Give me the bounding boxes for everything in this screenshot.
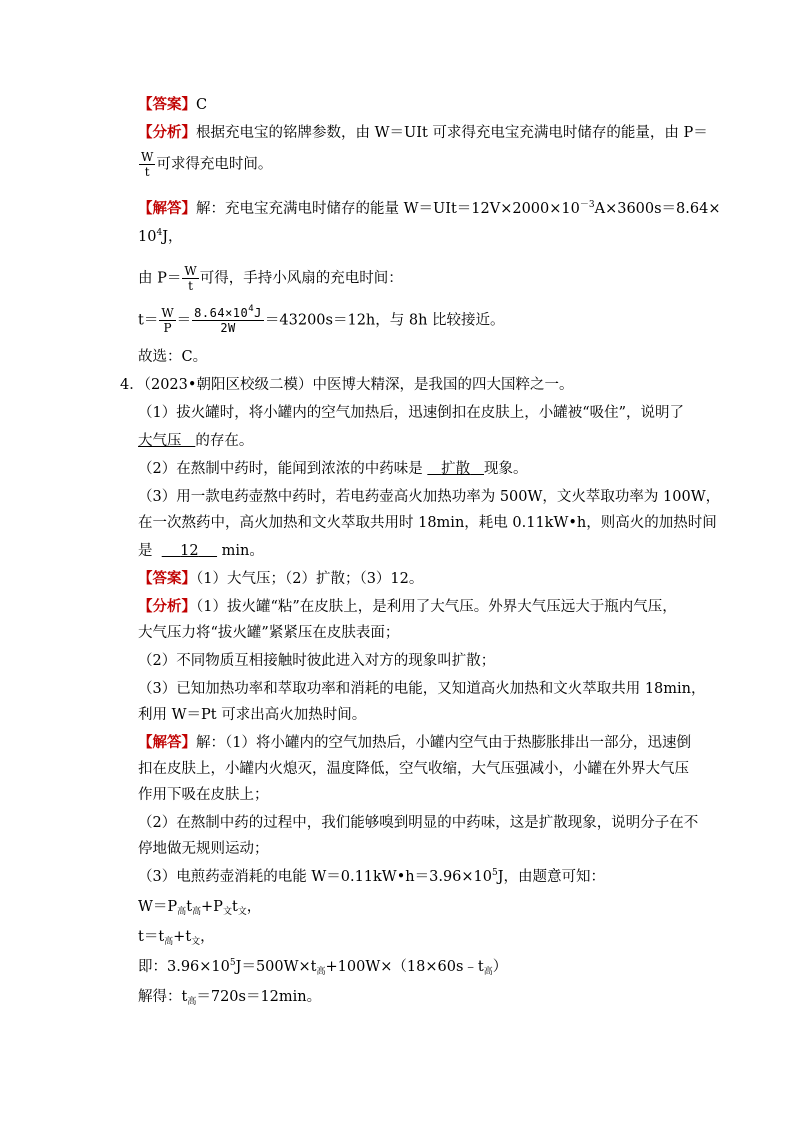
solution-text-2a: 10 [138, 229, 157, 245]
q3-analysis-line-2 [138, 150, 272, 179]
answer-value: C [196, 97, 208, 113]
solution-tag: 【解答】 [138, 200, 196, 217]
q3-solution-line-3 [138, 264, 403, 293]
q4-analysis-3: （3）已知加热功率和萃取功率和消耗的电能，又知道高火加热和文火萃取共用 18min， [138, 681, 706, 697]
exponent: 4 [156, 228, 163, 238]
exponent: －3 [579, 200, 595, 210]
answer-text: （1）大气压；（2）扩散；（3）12。 [196, 571, 424, 587]
text: （1）拔火罐“粘”在皮肤上，是利用了大气压。外界大气压远大于瓶内气压， [196, 599, 677, 615]
text: min。 [221, 543, 264, 559]
question-source: （2023•朝阳区校级二模） [143, 377, 313, 393]
solution-tag: 【解答】 [138, 734, 196, 751]
q4-answer-line [138, 570, 423, 588]
answer-blank: 大气压 [138, 433, 182, 449]
q4-solution-3 [138, 868, 605, 886]
q3-analysis-line [138, 124, 708, 142]
q4-solution-2: （2）在熬制中药的过程中，我们能够嗅到明显的中药味，这是扩散现象，说明分子在不 [138, 815, 699, 831]
question-stem: 中医博大精深，是我国的四大国粹之一。 [312, 377, 574, 393]
q4-part2 [138, 460, 528, 478]
q4-solution-line [138, 734, 691, 752]
q4-analysis-3b: 利用 W＝Pt 可求出高火加热时间。 [138, 707, 367, 723]
text: ＝ [176, 312, 192, 329]
q4-analysis-2: （2）不同物质互相接触时彼此进入对方的现象叫扩散； [138, 653, 496, 669]
q3-solution-line [138, 200, 721, 218]
text: 是 [138, 543, 153, 559]
text: 可得，手持小风扇的充电时间： [199, 270, 403, 287]
q4-part1: （1）拔火罐时，将小罐内的空气加热后，迅速倒扣在皮肤上，小罐被“吸住”，说明了 [138, 405, 685, 421]
analysis-text: 根据充电宝的铭牌参数，由 W＝UIt 可求得充电宝充满电时储存的能量，由 P＝ [196, 125, 708, 141]
fraction-energy-over-power: $\frac{8.64\times 10^4J}{2W}$ [194, 304, 262, 335]
equation-result: 解得：$t_高=720s=12\min$。 [138, 989, 322, 1007]
equation-energy-sum: $W=P_高t_高+P_文t_文$， [138, 899, 262, 917]
q3-solution-line-4 [138, 306, 505, 335]
q4-stem [120, 376, 573, 394]
q4-solution-1b: 扣在皮肤上，小罐内火熄灭，温度降低，空气收缩，大气压强减小，小罐在外界大气压 [138, 761, 689, 777]
question-number: 4． [120, 377, 144, 393]
q4-part1-b [138, 432, 253, 450]
analysis-tail: 可求得充电时间。 [156, 156, 273, 173]
answer-tag: 【答案】 [138, 96, 196, 113]
exponent: 5 [492, 868, 498, 878]
q3-choice: 故选：C。 [138, 349, 208, 365]
equation-time-sum: $t=t_高+t_文$， [138, 929, 215, 947]
fraction-w-over-p: $\frac{W}{P}$ [161, 306, 174, 335]
q3-answer-line [138, 96, 207, 114]
text: （3）电煎药壶消耗的电能 W＝0.11kW•h＝3.96×10 [138, 869, 492, 885]
fraction-w-over-t: $\frac{W}{t}$ [141, 150, 154, 179]
solution-text-b: A×3600s＝8.64× [594, 201, 721, 217]
text: t＝ [138, 312, 159, 329]
text: 解：（1）将小罐内的空气加热后，小罐内空气由于热膨胀排出一部分，迅速倒 [196, 735, 691, 751]
q4-analysis-line [138, 598, 677, 616]
answer-blank: 扩散 [441, 461, 471, 477]
text: J，由题意可知： [497, 869, 606, 885]
solution-text-2b: J， [162, 229, 183, 245]
text: 的存在。 [195, 433, 254, 449]
equation-substituted: 即：$3.96\times 10^5J=500W\times t_高+100W\times(18\times 60s﹣t_高)$ [138, 958, 508, 977]
answer-tag: 【答案】 [138, 570, 196, 587]
answer-blank: 12 [180, 543, 199, 559]
q3-solution-line-2 [138, 228, 183, 246]
text: ＝43200s＝12h，与 8h 比较接近。 [264, 312, 505, 329]
analysis-tag: 【分析】 [138, 598, 196, 615]
q4-solution-1c: 作用下吸在皮肤上； [138, 787, 269, 803]
q4-part3-b: 在一次熬药中，高火加热和文火萃取共用时 18min，耗电 0.11kW•h，则高火的加热时间 [138, 515, 717, 531]
q4-solution-2b: 停地做无规则运动； [138, 841, 269, 857]
analysis-tag: 【分析】 [138, 124, 196, 141]
text: 由 P＝ [138, 270, 182, 287]
fraction-w-over-t: $\frac{W}{t}$ [184, 264, 197, 293]
q4-analysis-1b: 大气压力将“拔火罐”紧紧压在皮肤表面； [138, 625, 400, 641]
text: 现象。 [484, 461, 528, 477]
text: （2）在熬制中药时，能闻到浓浓的中药味是 [138, 461, 423, 477]
solution-text: 解：充电宝充满电时储存的能量 W＝UIt＝12V×2000×10 [196, 201, 580, 217]
q4-part3-c [138, 542, 264, 560]
q4-part3: （3）用一款电药壶熬中药时，若电药壶高火加热功率为 500W，文火萃取功率为 100W， [138, 489, 721, 505]
